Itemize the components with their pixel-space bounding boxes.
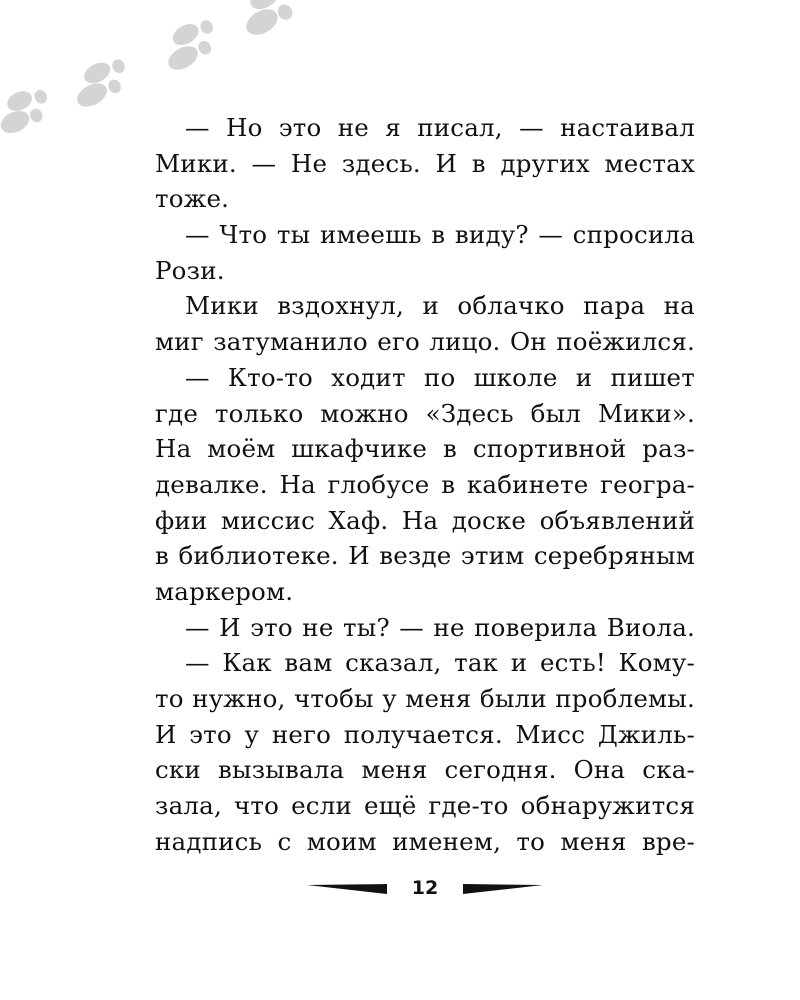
text-line: маркером. [155,576,294,606]
text-line: — И это не ты? — не поверила Виола. [185,612,695,642]
text-line: то нужно, чтобы у меня были проблемы. [155,684,695,713]
text-line: — Но это не я писал, — настаивал [185,113,695,142]
text-line: — Как вам сказал, так и есть! Кому- [185,648,695,678]
right-ornament-icon [463,884,543,894]
text-line: Рози. [155,255,225,285]
page-footer [305,872,545,904]
text-line: И это у него получается. Мисс Джиль- [155,719,695,749]
text-line: — Что ты имеешь в виду? — спросила [185,220,695,250]
text-line: ски вызывала меня сегодня. Она ска- [155,755,695,785]
footprint-icon [232,0,305,40]
text-line: Мики. — Не здесь. И в других местах [155,148,695,178]
left-ornament-icon [307,884,387,894]
text-line: фии миссис Хаф. На доске объявлений [155,505,695,535]
text-line: миг затуманило его лицо. Он поёжился. [155,327,695,357]
text-line: тоже. [155,184,230,214]
footprint-icon [0,82,55,138]
page-number: 12 [411,877,439,899]
text-line: — Кто-то ходит по школе и пишет [185,362,695,392]
text-line: в библиотеке. И везде этим серебряным [155,541,695,571]
text-line: надпись с моим именем, то меня вре- [155,826,695,856]
footprint-icon [155,13,224,75]
text-line: зала, что если ещё где-то обнаружится [155,791,695,821]
text-line: На моём шкафчике в спортивной раз- [155,434,695,464]
text-line: где только можно «Здесь был Мики». [155,398,695,428]
text-line: Мики вздохнул, и облачко пара на [185,291,695,321]
text-line: девалке. На глобусе в кабинете геогра- [155,469,695,499]
footprint-icon [66,52,135,111]
body-text [155,110,695,859]
